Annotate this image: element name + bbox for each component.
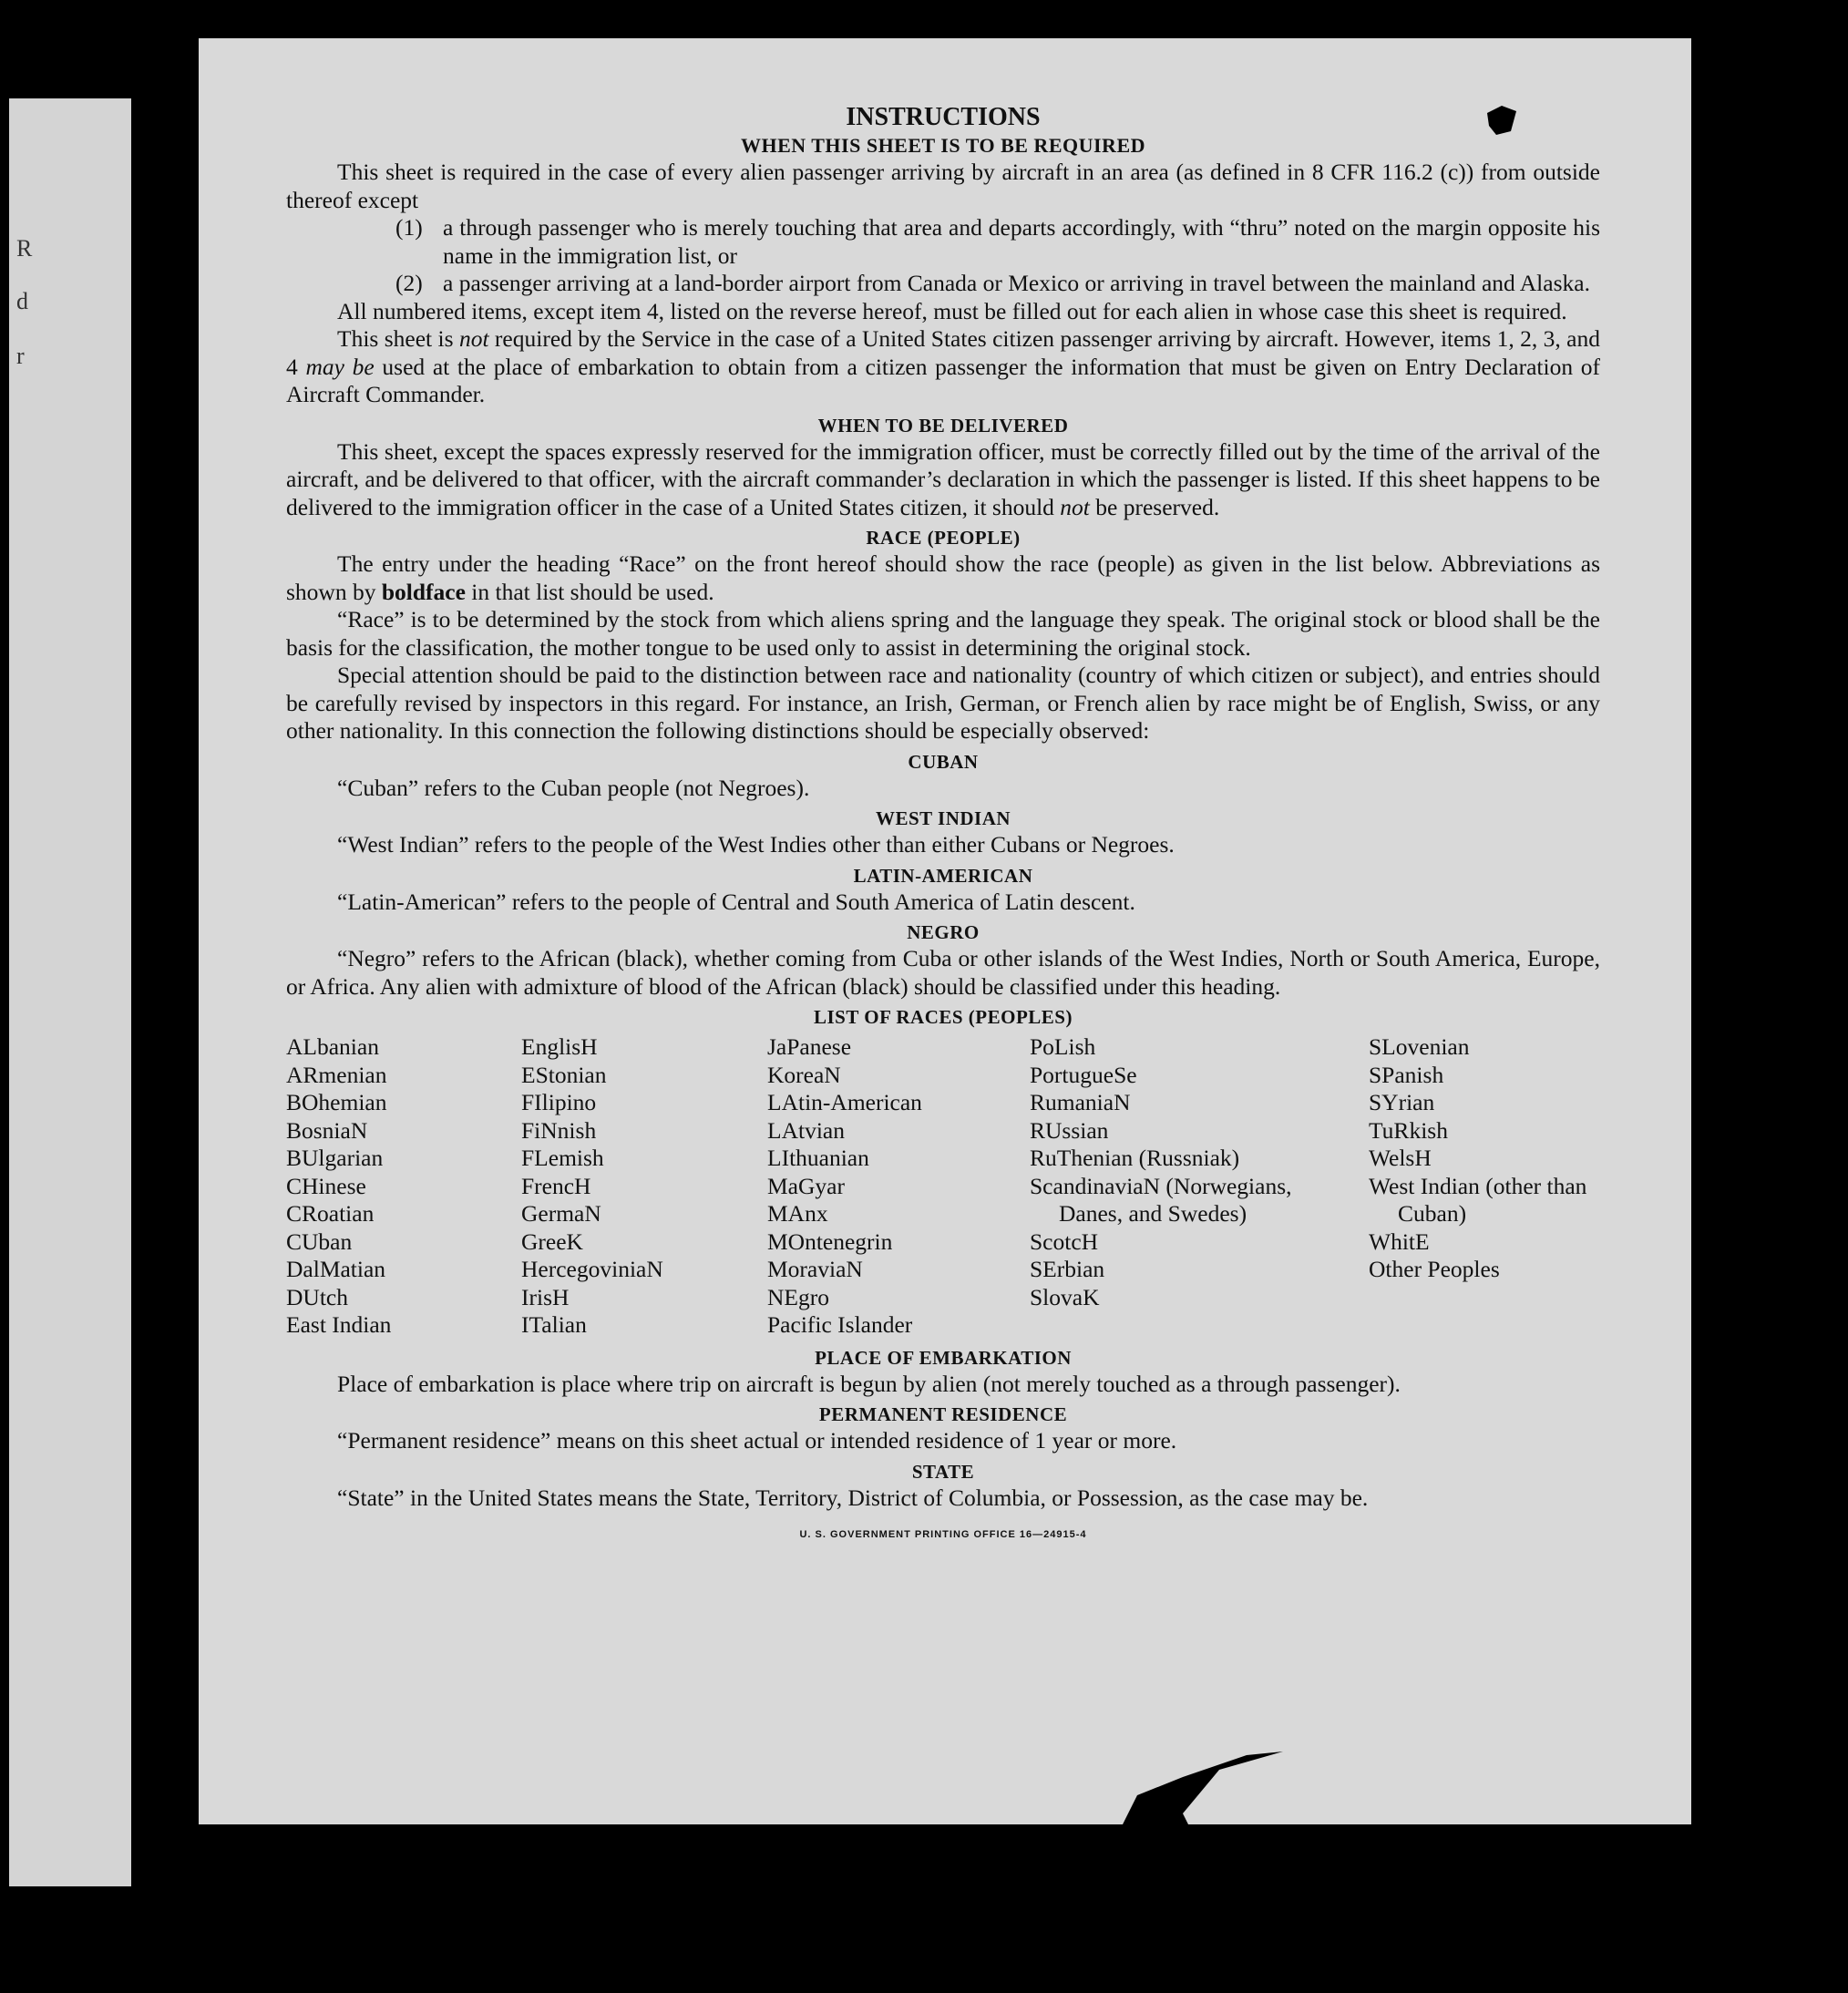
race-item: EStonian: [521, 1061, 607, 1088]
race-item: GermaN: [521, 1200, 601, 1227]
list-item: (2) a passenger arriving at a land-border airport from Canada or Mexico or arriving in travel between the mainland and Alaska.: [395, 270, 1590, 296]
race-item: FLemish: [521, 1145, 604, 1171]
paragraph: Special attention should be paid to the distinction between race and nationality (country of which citizen or subject), and entries should be carefully revised by inspectors in this regard. For instance, an Irish, German, or French alien by race might be of English, Swiss, or any other nationality. In this connection the following distinctions should be especially observed:: [286, 662, 1600, 744]
race-item: RuThenian (Russniak): [1030, 1145, 1240, 1171]
races-column: [1369, 1033, 1600, 1340]
race-item: BUlgarian: [286, 1145, 384, 1171]
section-heading-cuban: CUBAN: [908, 750, 979, 773]
race-item: KoreaN: [767, 1061, 841, 1088]
race-item: West Indian (other than Cuban): [1369, 1172, 1587, 1227]
paragraph: Place of embarkation is place where trip on aircraft is begun by alien (not merely touched as a through passenger).: [337, 1370, 1401, 1397]
race-item: EnglisH: [521, 1033, 598, 1060]
race-item: LIthuanian: [767, 1145, 869, 1171]
race-item: ALbanian: [286, 1033, 379, 1060]
races-column: [521, 1033, 767, 1340]
race-item: ARmenian: [286, 1061, 387, 1088]
section-heading-race: RACE (PEOPLE): [866, 527, 1021, 549]
paragraph: “Race” is to be determined by the stock from which aliens spring and the language they speak. The original stock or blood shall be the basis for the classification, the mother tongue to be used only to assist in determining the original stock.: [286, 606, 1600, 661]
paragraph: This sheet is required in the case of every alien passenger arriving by aircraft in an area (as defined in 8 CFR 116.2 (c)) from outside thereof except: [286, 159, 1600, 213]
strip-mark: d: [16, 288, 28, 314]
section-heading-latin-american: LATIN-AMERICAN: [853, 864, 1033, 887]
strip-mark: R: [16, 235, 33, 262]
ink-blot-shape: [1484, 104, 1520, 137]
race-item: RumaniaN: [1030, 1089, 1131, 1115]
race-item: NEgro: [767, 1283, 829, 1310]
race-item: PortugueSe: [1030, 1061, 1137, 1088]
race-item: MOntenegrin: [767, 1228, 893, 1255]
race-item: FIlipino: [521, 1089, 597, 1115]
race-item: Pacific Islander: [767, 1311, 913, 1338]
race-item: ITalian: [521, 1311, 587, 1338]
list-item: (1) a through passenger who is merely touching that area and departs accordingly, with “thru” noted on the margin opposite his name in the immigration list, or: [395, 214, 1600, 269]
race-item: DUtch: [286, 1283, 348, 1310]
race-item: SLovenian: [1369, 1033, 1470, 1060]
paragraph: This sheet is not required by the Service in the case of a United States citizen passenger arriving by aircraft. However, items 1, 2, 3, and 4 may be used at the place of embarkation to obtain from a citizen passenger the information that must be given on Entry Declaration of Aircraft Commander.: [286, 325, 1601, 407]
section-heading-when-required: WHEN THIS SHEET IS TO BE REQUIRED: [740, 134, 1146, 157]
race-item: LAtvian: [767, 1116, 845, 1144]
race-item: BosniaN: [286, 1116, 368, 1144]
race-item: CRoatian: [286, 1200, 375, 1227]
race-item: TuRkish: [1369, 1116, 1448, 1144]
race-item: DalMatian: [286, 1256, 386, 1282]
race-item: PoLish: [1030, 1033, 1096, 1060]
race-item: LAtin-American: [767, 1089, 922, 1115]
race-item: SPanish: [1369, 1061, 1444, 1088]
paragraph: “Negro” refers to the African (black), whether coming from Cuba or other islands of the West Indies, North or South America, Europe, or Africa. Any alien with admixture of blood of the African (black) should be classified under this heading.: [286, 945, 1600, 1000]
strip-mark: r: [16, 343, 25, 369]
instructions-content: [286, 102, 1600, 1549]
paragraph: This sheet, except the spaces expressly reserved for the immigration officer, must be correctly filled out by the time of the arrival of the aircraft, and be delivered to that officer, with the aircraft commander’s declaration in which the passenger is listed. If this sheet happens to be delivered to the immigration officer in the case of a United States citizen, it should not be preserved.: [286, 437, 1600, 520]
section-heading-permanent-residence: PERMANENT RESIDENCE: [818, 1403, 1068, 1425]
race-item: GreeK: [521, 1228, 583, 1255]
race-item: WhitE: [1369, 1228, 1430, 1255]
race-item: WelsH: [1369, 1145, 1432, 1171]
race-item: SlovaK: [1030, 1283, 1100, 1310]
paragraph: “Permanent residence” means on this sheet actual or intended residence of 1 year or more.: [337, 1427, 1177, 1454]
race-item: ScandinaviaN (Norwegians, Danes, and Swedes): [1030, 1172, 1292, 1227]
race-item: CUban: [286, 1228, 353, 1255]
race-item: RUssian: [1030, 1116, 1109, 1144]
race-item: East Indian: [286, 1311, 392, 1338]
races-column: [767, 1033, 1030, 1340]
race-item: SYrian: [1369, 1089, 1435, 1115]
section-heading-place-of-embarkation: PLACE OF EMBARKATION: [815, 1346, 1072, 1369]
race-item: IrisH: [521, 1283, 570, 1310]
section-heading-state: STATE: [911, 1460, 975, 1483]
printer-imprint: U. S. GOVERNMENT PRINTING OFFICE 16—24915-4: [799, 1529, 1087, 1540]
race-item: FiNnish: [521, 1116, 597, 1144]
paragraph: “West Indian” refers to the people of the West Indies other than either Cubans or Negroes.: [337, 831, 1175, 858]
races-column: [286, 1033, 521, 1340]
race-item: HercegoviniaN: [521, 1256, 663, 1282]
race-item: Other Peoples: [1369, 1256, 1500, 1282]
adjacent-page-strip: [9, 98, 131, 1886]
paragraph: “Latin-American” refers to the people of Central and South America of Latin descent.: [337, 888, 1135, 915]
paragraph: All numbered items, except item 4, listed on the reverse hereof, must be filled out for each alien in whose case this sheet is required.: [337, 297, 1567, 324]
race-item: ScotcH: [1030, 1228, 1099, 1255]
section-heading-west-indian: WEST INDIAN: [875, 807, 1011, 829]
race-item: MAnx: [767, 1200, 828, 1227]
paragraph: The entry under the heading “Race” on the front hereof should show the race (people) as given in the list below. Abbreviations as shown by boldface in that list should be used.: [286, 550, 1600, 605]
section-heading-list-of-races: LIST OF RACES (PEOPLES): [814, 1006, 1073, 1028]
document-sheet: [199, 38, 1691, 1824]
race-item: MoraviaN: [767, 1256, 863, 1282]
section-heading-when-delivered: WHEN TO BE DELIVERED: [817, 414, 1069, 437]
race-item: JaPanese: [767, 1033, 852, 1060]
paragraph: “State” in the United States means the State, Territory, District of Columbia, or Possession, as the case may be.: [337, 1484, 1369, 1511]
races-list: [286, 1033, 1600, 1340]
page-title: INSTRUCTIONS: [846, 103, 1041, 131]
torn-corner-shape: [1110, 1750, 1310, 1832]
race-item: SErbian: [1030, 1256, 1105, 1282]
section-heading-negro: NEGRO: [907, 921, 980, 943]
race-item: FrencH: [521, 1172, 591, 1199]
paragraph: “Cuban” refers to the Cuban people (not Negroes).: [337, 774, 810, 801]
races-column: [1030, 1033, 1303, 1340]
race-item: CHinese: [286, 1172, 366, 1199]
race-item: BOhemian: [286, 1089, 387, 1115]
race-item: MaGyar: [767, 1172, 845, 1199]
